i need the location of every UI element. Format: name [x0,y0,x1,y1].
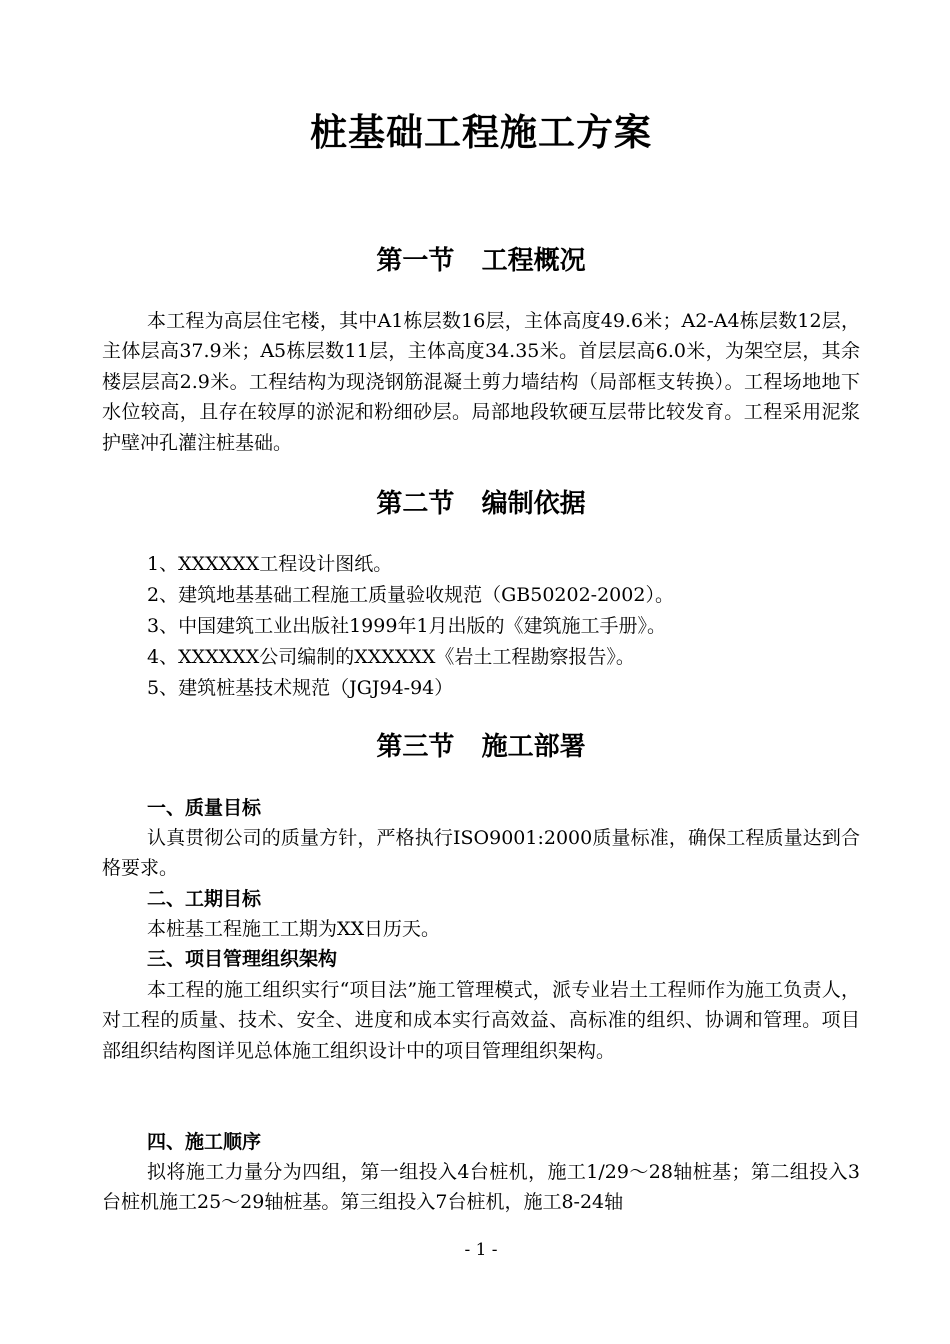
section-heading-deployment: 第三节 施工部署 [376,732,586,762]
page-number: - 1 - [464,1240,498,1260]
basis-item-5: 5、建筑桩基技术规范（JGJ94-94） [147,677,454,699]
basis-item-2: 2、建筑地基基础工程施工质量验收规范（GB50202-2002）。 [147,584,674,606]
sequence-heading: 四、施工顺序 [147,1131,262,1153]
organization-heading: 三、项目管理组织架构 [147,948,338,970]
basis-item-3: 3、中国建筑工业出版社1999年1月出版的《建筑施工手册》。 [147,615,667,637]
document-title: 桩基础工程施工方案 [310,111,652,154]
section-heading-overview: 第一节 工程概况 [376,246,586,276]
overview-paragraph: 本工程为高层住宅楼，其中A1栋层数16层，主体高度49.6米；A2-A4栋层数12层，主体层高37.9米；A5栋层数11层，主体高度34.35米。首层层高6.0米，为架空层，其余楼层层高2.9米。工程结构为现浇钢筋混凝土剪力墙结构（局部框支转换）。工程场地地下水位较高，且存在较厚的淤泥和粉细砂层。局部地段软硬互层带比较发育。工程采用泥浆护壁冲孔灌注桩基础。 [102,310,860,454]
basis-item-1: 1、XXXXXX工程设计图纸。 [147,553,393,575]
section-heading-basis: 第二节 编制依据 [376,489,586,519]
schedule-goal-heading: 二、工期目标 [147,888,262,910]
basis-item-4: 4、XXXXXX公司编制的XXXXXX《岩土工程勘察报告》。 [147,646,635,668]
quality-goal-heading: 一、质量目标 [147,797,262,819]
quality-goal-paragraph: 认真贯彻公司的质量方针，严格执行ISO9001:2000质量标准，确保工程质量达到合格要求。 [102,827,860,880]
organization-paragraph: 本工程的施工组织实行“项目法”施工管理模式，派专业岩土工程师作为施工负责人，对工程的质量、技术、安全、进度和成本实行高效益、高标准的组织、协调和管理。项目部组织结构图详见总体施工组织设计中的项目管理组织架构。 [102,979,860,1062]
schedule-goal-paragraph: 本桩基工程施工工期为XX日历天。 [147,918,441,940]
sequence-paragraph: 拟将施工力量分为四组，第一组投入4台桩机，施工1/29～28轴桩基；第二组投入3台桩机施工25～29轴桩基。第三组投入7台桩机，施工8-24轴 [102,1161,860,1214]
